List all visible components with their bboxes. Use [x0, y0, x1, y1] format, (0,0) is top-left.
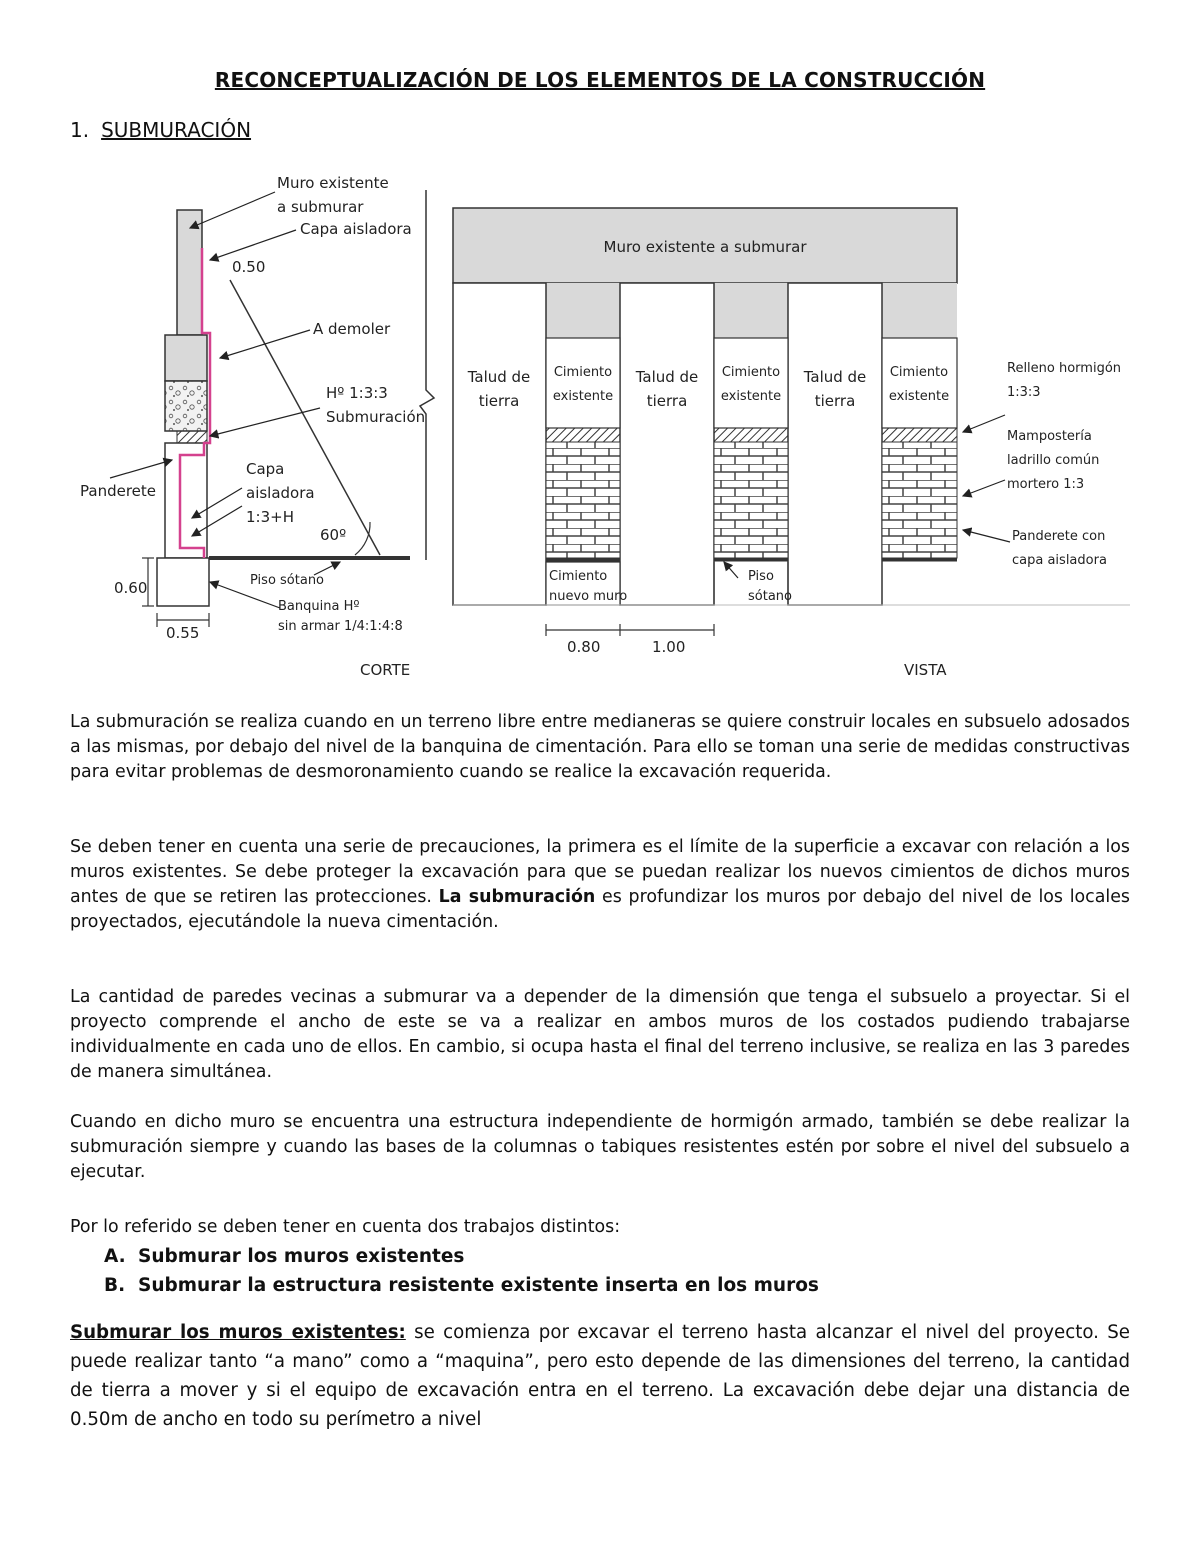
label-dim-060: 0.60: [114, 579, 148, 597]
label-sin-armar: sin armar 1/4:1:4:8: [278, 619, 403, 634]
paragraph-2-bold: La submuración: [438, 887, 596, 907]
label-hormigon: Hº 1:3:3: [326, 384, 388, 402]
label-talud-1a: Talud de: [467, 368, 531, 386]
document-title: RECONCEPTUALIZACIÓN DE LOS ELEMENTOS DE LA CONSTRUCCIÓN: [214, 68, 986, 92]
label-relleno-1: Relleno hormigón: [1007, 361, 1122, 376]
label-angle-60: 60º: [320, 526, 347, 544]
label-piso-1: Piso: [748, 569, 774, 584]
paragraph-3: La cantidad de paredes vecinas a submurar va a depender de la dimensión que tenga el subsuelo a proyectar. Si el proyecto comprende el ancho de este se va a realizar en ambos muros de los costados pudiendo trabajarse individualmente en cada uno de ellos. En cambio, si ocupa hasta el final del terreno inclusive, se realiza en las 3 paredes de manera simultánea.: [70, 987, 1130, 1082]
label-mamposteria-1: Mampostería: [1007, 429, 1092, 444]
label-relleno-2: 1:3:3: [1007, 385, 1041, 400]
paragraph-4: Cuando en dicho muro se encuentra una estructura independiente de hormigón armado, también se debe realizar la submuración siempre y cuando las bases de la columnas o tabiques resistentes estén por sobre el nivel del subsuelo a ejecutar.: [70, 1112, 1130, 1182]
label-talud-3b: tierra: [814, 392, 856, 410]
paragraph-2-text-a: Se deben tener en cuenta una serie de precauciones, la primera es el límite de la superficie a excavar con relación a los muros existentes. Se debe proteger la excavación para que se puedan realizar los nuevos cimientos de dichos muros antes de que se retiren las protecciones.: [70, 837, 1130, 907]
label-talud-2b: tierra: [646, 392, 688, 410]
label-talud-3a: Talud de: [803, 368, 867, 386]
label-piso-sotano: Piso sótano: [250, 573, 325, 588]
list-item: [104, 1271, 819, 1300]
paragraph-6-heading: Submurar los muros existentes:: [70, 1322, 406, 1343]
label-dim-100: 1.00: [652, 638, 686, 656]
label-talud-2a: Talud de: [635, 368, 699, 386]
label-dim-050: 0.50: [232, 258, 266, 276]
label-talud-1b: tierra: [478, 392, 520, 410]
section-number: 1.: [70, 118, 90, 142]
label-panderete: Panderete: [80, 482, 156, 500]
paragraph-6: [70, 1318, 1130, 1434]
vista-caption: VISTA: [904, 661, 947, 679]
list-item: [104, 1242, 819, 1271]
label-a-submurar: a submurar: [277, 198, 364, 216]
paragraph-1: La submuración se realiza cuando en un terreno libre entre medianeras se quiere construir locales en subsuelo adosados a las mismas, por debajo del nivel de la banquina de cimentación. Para ello se toman una serie de medidas constructivas para evitar problemas de desmoronamiento cuando se realice la excavación requerida.: [70, 712, 1130, 782]
corte-caption: CORTE: [360, 661, 411, 679]
label-muro-existente: Muro existente: [277, 174, 389, 192]
label-banquina: Banquina Hº: [278, 599, 360, 614]
label-mezcla: 1:3+H: [246, 508, 294, 526]
label-cimiento-3a: Cimiento: [889, 365, 949, 380]
label-cimiento-2b: existente: [720, 389, 782, 404]
paragraph-2: [70, 835, 1130, 935]
paragraph-2-text-b: es profundizar los muros por debajo del nivel de los locales proyectados, ejecutándole la nueva cimentación.: [70, 887, 1130, 932]
section-title: SUBMURACIÓN: [101, 118, 252, 142]
label-cim-nuevo-2: nuevo muro: [549, 589, 628, 604]
label-capa-aisladora: Capa aisladora: [300, 220, 412, 238]
label-a-demoler: A demoler: [313, 320, 391, 338]
label-mamposteria-2: ladrillo común: [1007, 453, 1100, 468]
submuracion-figure: [70, 160, 1132, 690]
label-cimiento-1a: Cimiento: [553, 365, 613, 380]
list-item-label: B.: [104, 1275, 126, 1296]
label-dim-080: 0.80: [567, 638, 601, 656]
label-cimiento-3b: existente: [888, 389, 950, 404]
label-cim-nuevo-1: Cimiento: [549, 569, 608, 584]
label-piso-2: sótano: [748, 589, 792, 604]
section-heading: [70, 118, 251, 142]
paragraph-6-text: se comienza por excavar el terreno hasta alcanzar el nivel del proyecto. Se puede realizar tanto “a mano” como a “maquina”, pero esto depende de las dimensiones del terreno, la cantidad de tierra a mover y si el equipo de excavación entra en el terreno. La excavación debe dejar una distancia de 0.50m de ancho en todo su perímetro a nivel: [70, 1322, 1130, 1430]
work-list: [104, 1242, 819, 1300]
list-item-text: Submurar la estructura resistente existente inserta en los muros: [138, 1275, 819, 1296]
label-capa-aisladora-vista: capa aisladora: [1012, 553, 1107, 568]
corte-labels: [80, 174, 425, 679]
label-submuracion: Submuración: [326, 408, 426, 426]
submuracion-diagram: [70, 160, 1132, 690]
list-item-label: A.: [104, 1246, 126, 1267]
label-muro-submurar: Muro existente a submurar: [603, 238, 807, 256]
label-capa: Capa: [246, 460, 285, 478]
label-cimiento-1b: existente: [552, 389, 614, 404]
label-dim-055: 0.55: [166, 624, 200, 642]
label-mamposteria-3: mortero 1:3: [1007, 477, 1085, 492]
label-panderete-con: Panderete con: [1012, 529, 1106, 544]
label-cimiento-2a: Cimiento: [721, 365, 781, 380]
paragraph-5: Por lo referido se deben tener en cuenta dos trabajos distintos:: [70, 1217, 621, 1237]
label-aisladora: aisladora: [246, 484, 315, 502]
list-item-text: Submurar los muros existentes: [138, 1246, 465, 1267]
